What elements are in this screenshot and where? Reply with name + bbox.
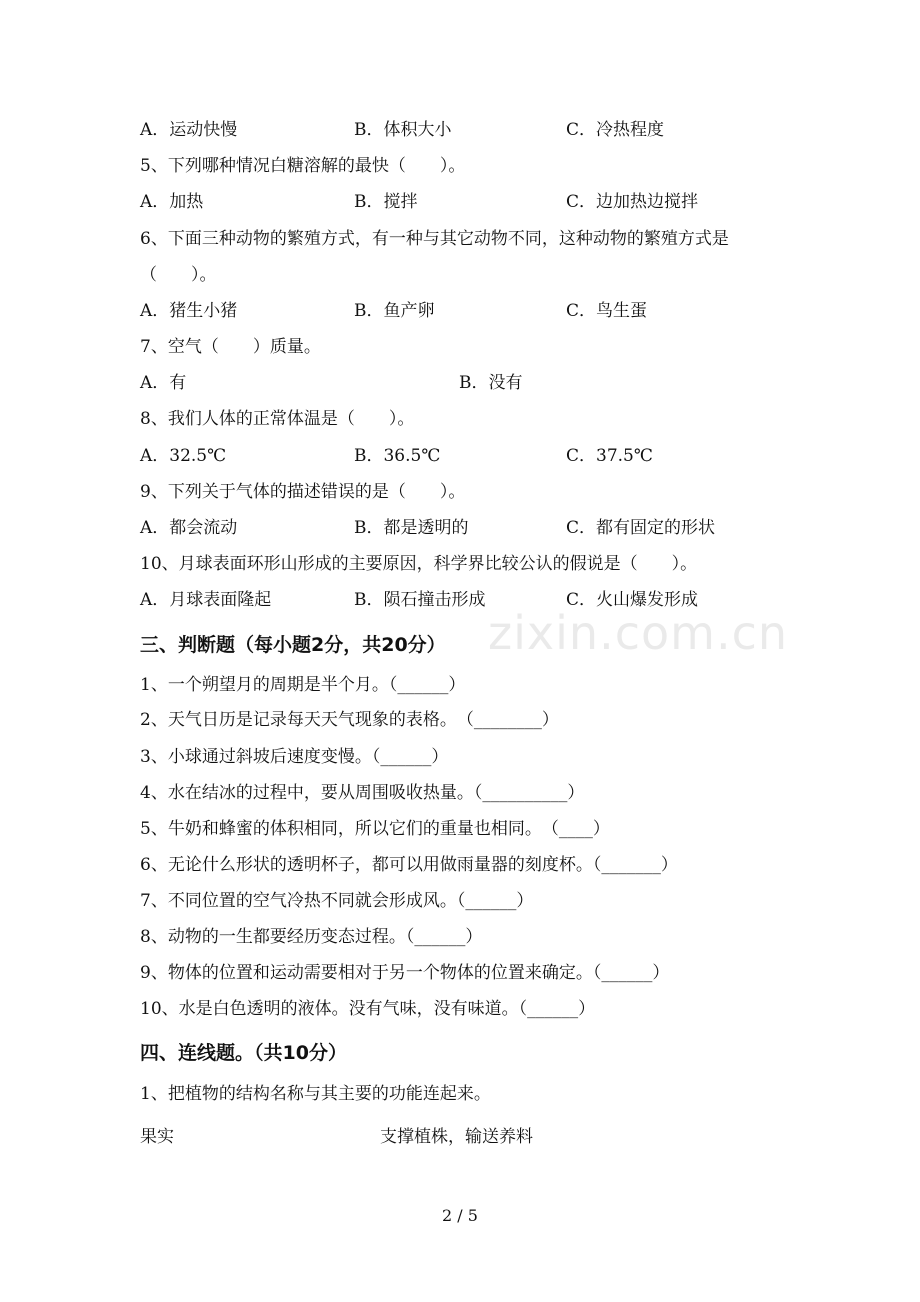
judge-item-4: 4、水在结冰的过程中，要从周围吸收热量。（__________） bbox=[140, 783, 585, 803]
option-a: A．都会流动 bbox=[140, 518, 238, 538]
matching-right-item: 支撑植株，输送养料 bbox=[380, 1127, 533, 1147]
option-b: B．体积大小 bbox=[354, 120, 452, 140]
section-4-title: 四、连线题。（共10分） bbox=[140, 1042, 347, 1064]
option-b: B．都是透明的 bbox=[354, 518, 469, 538]
option-b: B．鱼产卵 bbox=[354, 301, 435, 321]
question-6-stem: 6、下面三种动物的繁殖方式，有一种与其它动物不同，这种动物的繁殖方式是 bbox=[140, 229, 729, 249]
judge-item-10: 10、水是白色透明的液体。没有气味，没有味道。（______） bbox=[140, 999, 596, 1019]
judge-item-2: 2、天气日历是记录每天天气现象的表格。 （________） bbox=[140, 710, 559, 730]
option-c: C．都有固定的形状 bbox=[566, 518, 716, 538]
question-7-stem: 7、空气（ ）质量。 bbox=[140, 337, 321, 357]
option-a: A．猪生小猪 bbox=[140, 301, 238, 321]
question-5-stem: 5、下列哪种情况白糖溶解的最快（ ）。 bbox=[140, 156, 466, 176]
option-a: A．运动快慢 bbox=[140, 120, 238, 140]
judge-item-9: 9、物体的位置和运动需要相对于另一个物体的位置来确定。（______） bbox=[140, 963, 670, 983]
page-number: 2 / 5 bbox=[442, 1206, 478, 1225]
judge-item-5: 5、牛奶和蜂蜜的体积相同，所以它们的重量也相同。 （____） bbox=[140, 819, 610, 839]
option-a: A．加热 bbox=[140, 192, 204, 212]
option-b: B．陨石撞击形成 bbox=[354, 590, 486, 610]
judge-item-3: 3、小球通过斜坡后速度变慢。（______） bbox=[140, 747, 449, 767]
options-row-8 bbox=[140, 445, 800, 467]
question-8-stem: 8、我们人体的正常体温是（ ）。 bbox=[140, 409, 415, 429]
option-c: C．边加热边搅拌 bbox=[566, 192, 699, 212]
option-b: B．搅拌 bbox=[354, 192, 418, 212]
section-3-title: 三、判断题（每小题2分，共20分） bbox=[140, 634, 446, 656]
option-c: C．冷热程度 bbox=[566, 120, 665, 140]
question-6-stem-cont: （ ）。 bbox=[140, 265, 217, 285]
judge-item-6: 6、无论什么形状的透明杯子，都可以用做雨量器的刻度杯。（_______） bbox=[140, 855, 678, 875]
option-b: B．36.5℃ bbox=[354, 446, 441, 466]
option-c: C．37.5℃ bbox=[566, 446, 653, 466]
option-b: B．没有 bbox=[459, 373, 523, 393]
question-9-stem: 9、下列关于气体的描述错误的是（ ）。 bbox=[140, 482, 466, 502]
option-a: A．有 bbox=[140, 373, 187, 393]
option-a: A．月球表面隆起 bbox=[140, 590, 272, 610]
option-a: A．32.5℃ bbox=[140, 446, 227, 466]
judge-item-1: 1、一个朔望月的周期是半个月。（______） bbox=[140, 675, 466, 695]
matching-question-1: 1、把植物的结构名称与其主要的功能连起来。 bbox=[140, 1084, 491, 1104]
options-row-9 bbox=[140, 517, 800, 539]
judge-item-8: 8、动物的一生都要经历变态过程。（______） bbox=[140, 927, 483, 947]
option-c: C．火山爆发形成 bbox=[566, 590, 699, 610]
options-row-5 bbox=[140, 191, 800, 213]
options-row-4 bbox=[140, 119, 800, 141]
options-row-6 bbox=[140, 300, 800, 322]
watermark: zixin.com.cn bbox=[488, 606, 789, 660]
matching-left-item: 果实 bbox=[140, 1127, 174, 1147]
judge-item-7: 7、不同位置的空气冷热不同就会形成风。（______） bbox=[140, 891, 534, 911]
question-10-stem: 10、月球表面环形山形成的主要原因，科学界比较公认的假说是（ ）。 bbox=[140, 554, 698, 574]
option-c: C．鸟生蛋 bbox=[566, 301, 648, 321]
options-row-7 bbox=[140, 372, 800, 394]
